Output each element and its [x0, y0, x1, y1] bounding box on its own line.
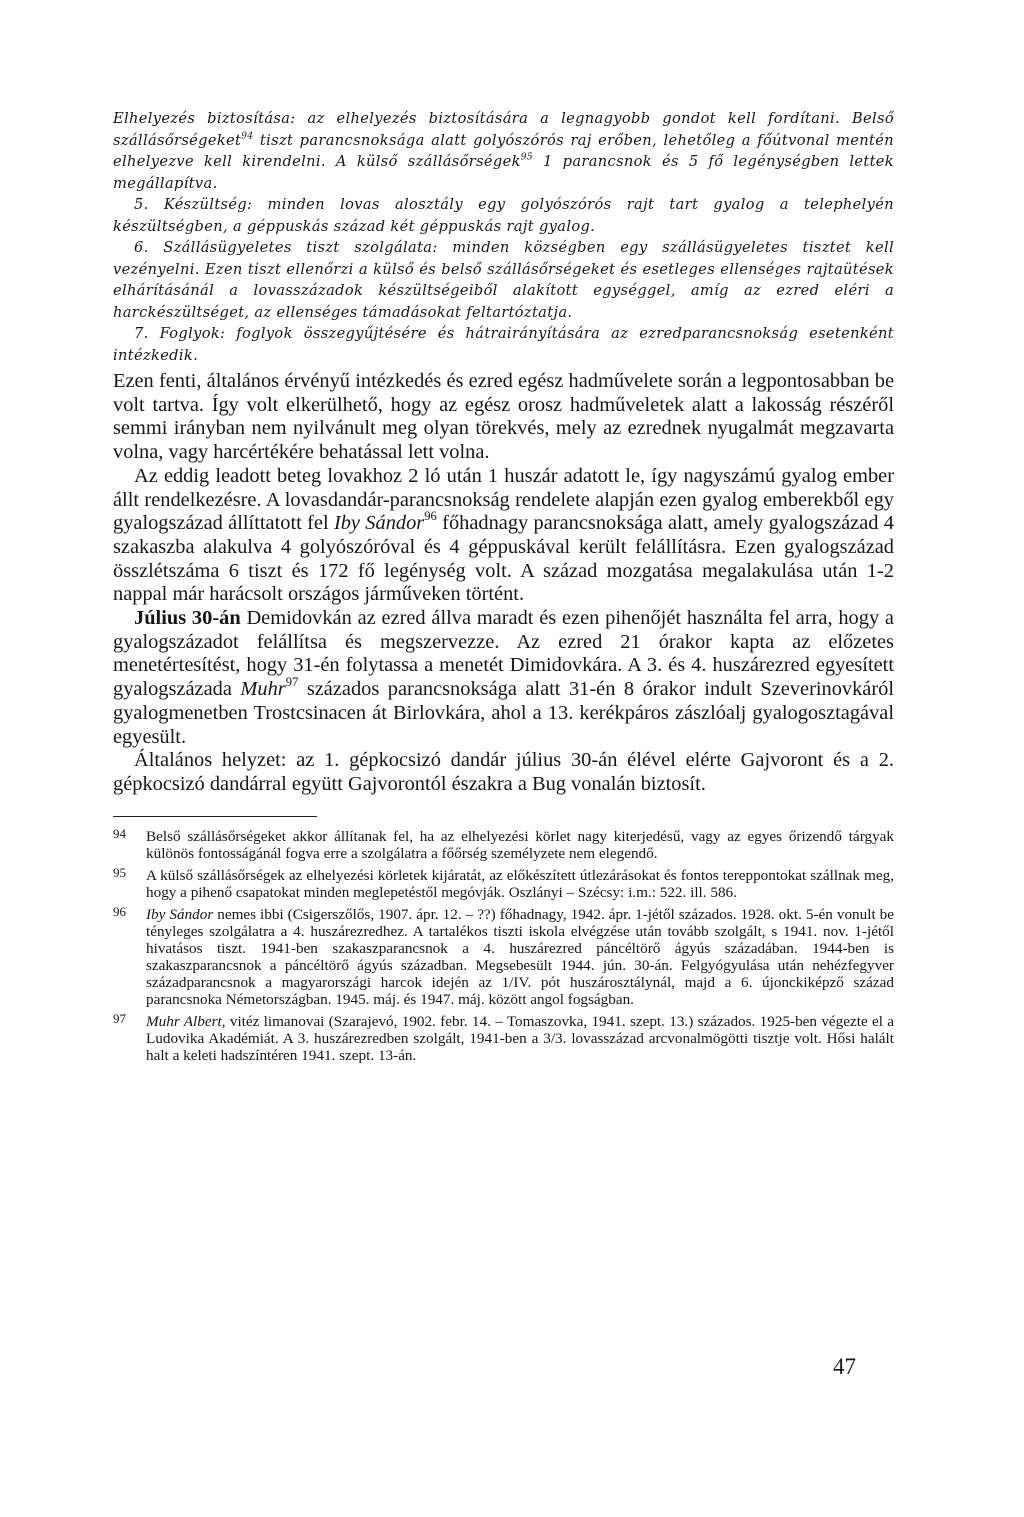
regulation-excerpt: [113, 108, 894, 366]
footnote-ref-97[interactable]: 97: [285, 675, 299, 690]
footnote-number: 96: [113, 903, 126, 919]
footnote-ref-96[interactable]: 96: [424, 509, 437, 524]
main-text: [113, 370, 894, 797]
person-name-muhr: Muhr: [240, 678, 286, 701]
body-paragraph-3: Július 30-án Demidovkán az ezred állva maradt és ezen pihenőjét használta fel arra, hogy a gyalogszázadot felállítsa és megszervezze. Az ezred 21 órakor kapta az előzetes menetértesítést, hogy 31-én folytassa a menetét Dimidovkára. A 3. és 4. huszárezred egyesített gyalogszázada Muhr$^{97}$ százados parancsnoksága alatt 31-én 8 órakor indult Szeverinovkáról gyalogmenetben Trostcsinacen át Birlovkára, ahol a 13. kerékpáros zászlóalj gyalogosztagával egyesült.: [113, 607, 895, 748]
footnote-number: 97: [113, 1010, 126, 1026]
footnote-number: 95: [113, 864, 126, 880]
footnote-94: 94 Belső szállásőrségeket akkor állítanak fel, ha az elhelyezési körlet nagy kiterjedésű, vagy az egyes őrizendő tárgyak különös fontosságánál fogva erre a szolgálatra a főőrség személyzete nem elegendő.: [113, 825, 894, 862]
excerpt-paragraph-duty-officer: 6. Szállásügyeletes tiszt szolgálata: minden községben egy szállásügyeletes tisztet kell vezényelni. Ezen tiszt ellenőrzi a külső és belső szállásőrségeket és esetleges ellenséges rajtaütések elhárításánál a lovasszázadok készültségeiből alakított egységgel, amíg az ezred eléri a harckészültséget, az ellenséges támadásokat feltartóztatja.: [113, 239, 894, 321]
footnote-96: 96 Iby Sándor nemes ibbi (Csigerszőlős, 1907. ápr. 12. – ??) főhadnagy, 1942. ápr. 1-jétől százados. 1928. okt. 5-én vonult be tényleges szolgálatra a 4. huszárezredhez. A tartalékos tiszti iskola elvégzése után tovább szolgált, s 1941. nov. 1-jétől hivatásos tiszt. 1941-ben szakaszparancsnok a 4. huszárezred páncéltörő ágyús századában. 1944-ben is szakaszparancsnok a páncéltörő ágyús században. Megsebesült 1944. jún. 30-án. Felgyógyulása után nehézfegyver századparancsnok a magyarországi harcok idején az 1/IV. pót huszárosztálynál, majd a 6. újonckiképző század parancsnoka Németországban. 1945. máj. és 1947. máj. között angol fogságban.: [113, 903, 894, 1008]
person-name-iby: Iby Sándor: [333, 512, 425, 535]
footnote-divider: [113, 816, 317, 817]
excerpt-paragraph-accommodation: Elhelyezés biztosítása: az elhelyezés biztosítására a legnagyobb gondot kell fordítani. Belső szállásőrségeket$^{94}$ tiszt parancsnoksága alatt golyószórós raj erőben, lehetőleg a főútvonal mentén elhelyezve kell kirendelni. A külső szállásőrségek$^{95}$ 1 parancsnok és 5 fő legénységben lettek megállapítva.: [113, 110, 894, 192]
footnote-person-name: Muhr Albert: [146, 1012, 222, 1030]
footnotes: [113, 825, 895, 1064]
footnote-person-name: Iby Sándor: [146, 905, 214, 923]
footnote-95: 95 A külső szállásőrségek az elhelyezési körletek kijáratát, az előkészített útlezárásokat és fontos tereppontokat szállnak meg, hogy a pihenő csapatokat minden meglepetéstől megóvják. Oszlányi – Szécsy: i.m.: 522. ill. 586.: [113, 864, 894, 901]
footnote-ref-94[interactable]: 94: [241, 130, 254, 141]
body-paragraph-4: Általános helyzet: az 1. gépkocsizó dandár július 30-án élével elérte Gajvoront és a 2. gépkocsizó dandárral együtt Gajvorontól északra a Bug vonalán biztosít.: [113, 749, 894, 795]
date-heading: Július 30-án: [134, 607, 241, 630]
footnote-97: 97 Muhr Albert, vitéz limanovai (Szarajevó, 1902. febr. 14. – Tomaszovka, 1941. szept. 13.) százados. 1925-ben végezte el a Ludovika Akadémiát. A 3. huszárezredben szolgált, 1941-ben a 3/3. lovasszázad arcvonalmögötti tisztje volt. Hősi halált halt a keleti hadszíntéren 1941. szept. 13-án.: [113, 1010, 895, 1064]
footnote-number: 94: [113, 825, 126, 841]
page-content: [113, 108, 894, 1069]
page-number: 47: [833, 1354, 856, 1379]
footnote-ref-95[interactable]: 95: [520, 152, 534, 163]
body-paragraph-1: Ezen fenti, általános érvényű intézkedés és ezred egész hadművelete során a legpontosabban be volt tartva. Így volt elkerülhető, hogy az egész orosz hadműveletek alatt a lakosság részéről semmi irányban nem nyilvánult meg olyan törekvés, mely az ezrednek nyugalmát megzavarta volna, vagy harcértékére behatással lett volna.: [113, 370, 894, 464]
excerpt-paragraph-readiness: 5. Készültség: minden lovas alosztály egy golyószórós rajt tart gyalog a telephelyén készültségben, a géppuskás század két géppuskás rajt gyalog.: [113, 196, 894, 235]
body-paragraph-2: Az eddig leadott beteg lovakhoz 2 ló után 1 huszár adatott le, így nagyszámú gyalog ember állt rendelkezésre. A lovasdandár-parancsnokság rendelete alapján ezen gyalog emberekből egy gyalogszázad állíttatott fel Iby Sándor$^{96}$ főhadnagy parancsnoksága alatt, amely gyalogszázad 4 szakaszba alakulva 4 golyószóróval és 4 géppuskával került felállításra. Ezen gyalogszázad összlétszáma 6 tiszt és 172 fő legénység volt. A század mozgatása megalakulása után 1-2 nappal már harácsolt országos járműveken történt.: [113, 464, 894, 606]
excerpt-paragraph-prisoners: 7. Foglyok: foglyok összegyűjtésére és hátrairányítására az ezredparancsnokság esetenként intézkedik.: [113, 325, 894, 364]
